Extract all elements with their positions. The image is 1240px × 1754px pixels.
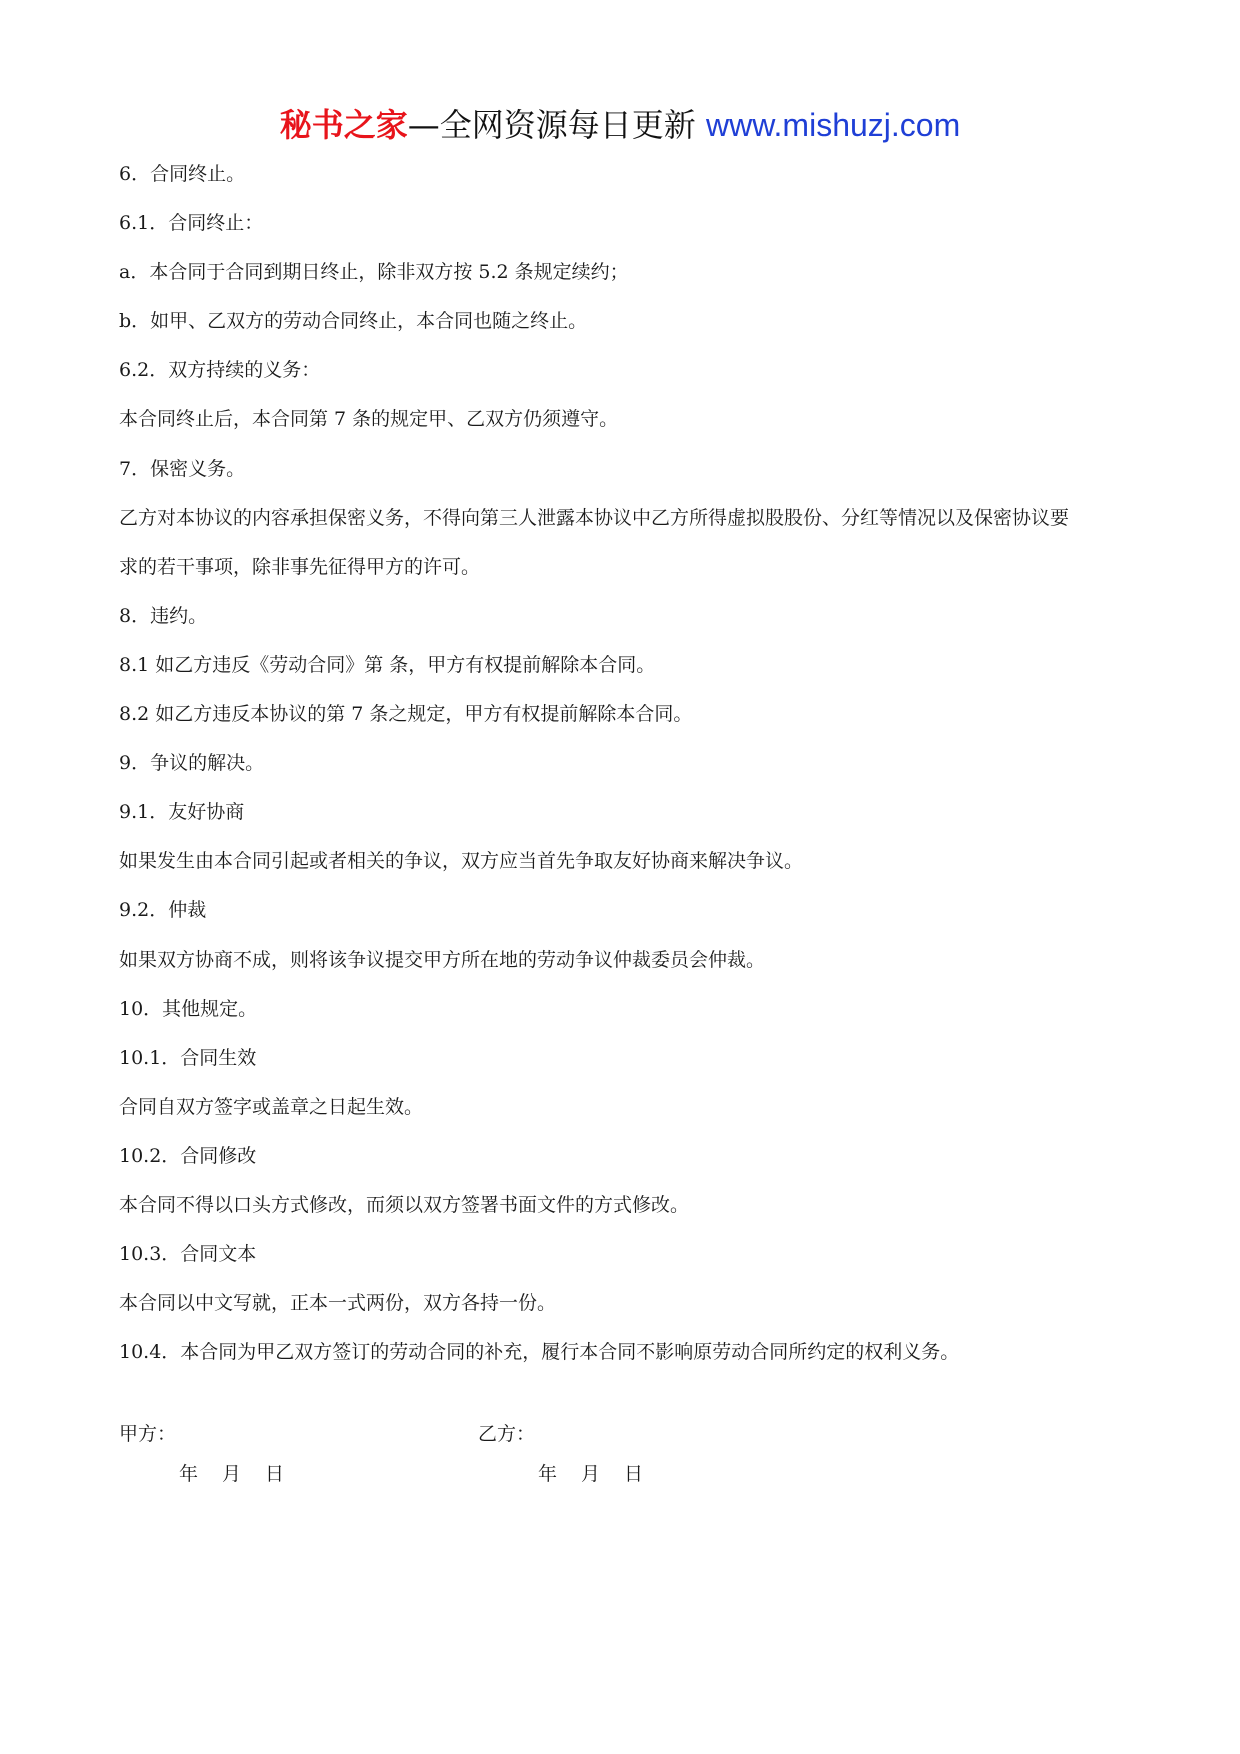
clause-line: b．如甲、乙双方的劳动合同终止，本合同也随之终止。: [119, 310, 588, 333]
signature-block: [119, 1414, 1129, 1514]
clause-line: 合同自双方签字或盖章之日起生效。: [119, 1095, 424, 1118]
clause-line: 10.2．合同修改: [119, 1144, 257, 1167]
clause-line: 本合同以中文写就，正本一式两份，双方各持一份。: [119, 1292, 557, 1315]
clause-line: 9.2．仲裁: [119, 899, 207, 922]
clause-line: 8.2 如乙方违反本协议的第 7 条之规定，甲方有权提前解除本合同。: [119, 703, 693, 726]
party-a-label: 甲方：: [119, 1423, 177, 1445]
clause-line: 8．违约。: [119, 604, 208, 627]
party-b-signature: [478, 1414, 778, 1494]
party-a-month: 月: [222, 1463, 242, 1485]
party-b-day: 日: [624, 1463, 644, 1485]
clause-line: 6．合同终止。: [119, 163, 246, 185]
clause-line: a．本合同于合同到期日终止，除非双方按 5.2 条规定续约；: [119, 261, 629, 284]
clause-line: 10.1．合同生效: [119, 1046, 257, 1069]
clause-line: 6.2．双方持续的义务：: [119, 359, 321, 382]
clause-line: 6.1．合同终止：: [119, 212, 264, 235]
clause-line: 8.1 如乙方违反《劳动合同》第 条，甲方有权提前解除本合同。: [119, 653, 656, 676]
party-a-date: [119, 1454, 419, 1494]
banner-tagline: —全网资源每日更新: [407, 106, 696, 144]
banner-url: www.mishuzj.com: [705, 107, 961, 143]
clause-line: 10.3．合同文本: [119, 1243, 257, 1266]
clause-line: 本合同终止后，本合同第 7 条的规定甲、乙双方仍须遵守。: [119, 408, 619, 431]
clause-line: 乙方对本协议的内容承担保密义务，不得向第三人泄露本协议中乙方所得虚拟股股份、分红等情况以及保密协议要: [119, 506, 1070, 529]
banner-brand: 秘书之家: [279, 106, 408, 144]
party-b-year: 年: [538, 1463, 558, 1485]
site-banner: [0, 100, 1240, 150]
clause-line: 9.1．友好协商: [119, 801, 245, 824]
party-b-label: 乙方：: [478, 1423, 536, 1445]
party-b-month: 月: [581, 1463, 601, 1485]
party-b-date: [478, 1454, 778, 1494]
clause-line: 如果双方协商不成，则将该争议提交甲方所在地的劳动争议仲裁委员会仲裁。: [119, 948, 766, 971]
clause-line: 7．保密义务。: [119, 457, 246, 480]
party-a-signature: [119, 1414, 419, 1494]
contract-body: [119, 150, 1129, 1377]
clause-line: 如果发生由本合同引起或者相关的争议，双方应当首先争取友好协商来解决争议。: [119, 850, 804, 873]
clause-line: 求的若干事项，除非事先征得甲方的许可。: [119, 555, 481, 578]
clause-line: 10．其他规定。: [119, 997, 258, 1020]
party-a-day: 日: [265, 1463, 285, 1485]
clause-line: 本合同不得以口头方式修改，而须以双方签署书面文件的方式修改。: [119, 1193, 690, 1216]
clause-line: 10.4．本合同为甲乙双方签订的劳动合同的补充，履行本合同不影响原劳动合同所约定的权利义务。: [119, 1341, 960, 1364]
party-a-year: 年: [179, 1463, 199, 1485]
clause-line: 9．争议的解决。: [119, 752, 265, 775]
